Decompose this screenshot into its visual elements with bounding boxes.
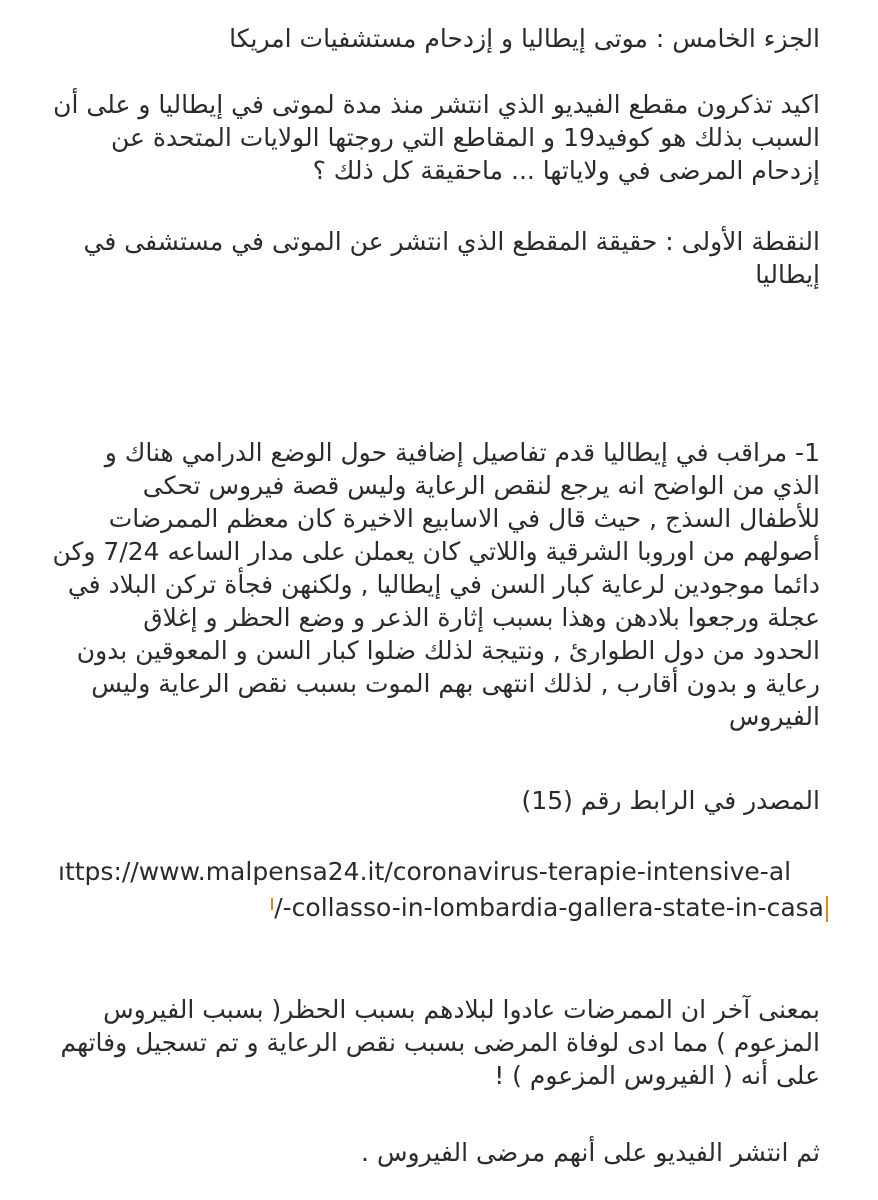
text-cursor [826,896,828,922]
point-one-line-2: إيطاليا [755,260,820,289]
paragraph-line-3: للأطفال السذج , حيث قال في الاسابيع الاخيرة كان معظم الممرضات [108,504,820,533]
source-url[interactable] [58,854,828,926]
final-line: ثم انتشر الفيديو على أنهم مرضى الفيروس . [361,1138,820,1167]
paragraph-line-2: الذي من الواضح انه يرجع لنقص الرعاية وليس قصة فيروس تحكى [142,471,820,500]
source-label-text: المصدر في الرابط رقم (15) [521,786,820,815]
source-url-line-2[interactable]: /-collasso-in-lombardia-gallera-state-in-casa [274,893,824,922]
paragraph-line-1: 1- مراقب في إيطاليا قدم تفاصيل إضافية حول الوضع الدرامي هناك و [104,438,820,467]
conclusion-line-1: بمعنى آخر ان الممرضات عادوا لبلادهم بسبب الحظر( بسبب الفيروس [103,995,820,1024]
conclusion-line-2: المزعوم ) مما ادى لوفاة المرضى بسبب نقص الرعاية و تم تسجيل وفاتهم [60,1028,820,1057]
paragraph-line-4: أصولهم من اوروبا الشرقية واللاتي كان يعملن على مدار الساعه 7/24 وكن [52,537,820,566]
point-one-line-1: النقطة الأولى : حقيقة المقطع الذي انتشر عن الموتى في مستشفى في [83,227,820,256]
intro-line-1: اكيد تذكرون مقطع الفيديو الذي انتشر منذ مدة لموتى في إيطاليا و على أن [53,90,820,119]
source-label [50,784,820,817]
heading-line: الجزء الخامس : موتى إيطاليا و إزدحام مستشفيات امريكا [229,24,820,53]
section-heading [50,22,820,55]
final-statement [50,1136,820,1169]
intro-paragraph [50,88,820,187]
intro-line-2: السبب بذلك هو كوفيد19 و المقاطع التي روجتها الولايات المتحدة عن [110,123,820,152]
paragraph-line-5: دائما موجودين لرعاية كبار السن في إيطاليا , ولكنهن فجأة تركن البلاد في [67,570,820,599]
source-url-line-2-wrap[interactable] [58,890,828,926]
point-one-heading [50,225,820,291]
paragraph-line-9: الفيروس [728,702,820,731]
conclusion-paragraph [50,993,820,1092]
paragraph-line-8: رعاية و بدون أقارب , لذلك انتهى بهم الموت بسبب نقص الرعاية وليس [91,669,820,698]
source-url-line-1[interactable]: ıttps://www.malpensa24.it/coronavirus-terapie-intensive-al [58,857,792,886]
conclusion-line-3: على أنه ( الفيروس المزعوم ) ! [494,1061,820,1090]
intro-line-3: إزدحام المرضى في ولاياتها ... ماحقيقة كل ذلك ؟ [312,156,820,185]
observer-paragraph [50,436,820,733]
paragraph-line-6: عجلة ورجعوا بلادهن وهذا بسبب إثارة الذعر و وضع الحظر و إغلاق [143,603,820,632]
text-cursor-marker [271,898,273,910]
paragraph-line-7: الحدود من دول الطوارئ , ونتيجة لذلك ضلوا كبار السن و المعوقين بدون [76,636,820,665]
